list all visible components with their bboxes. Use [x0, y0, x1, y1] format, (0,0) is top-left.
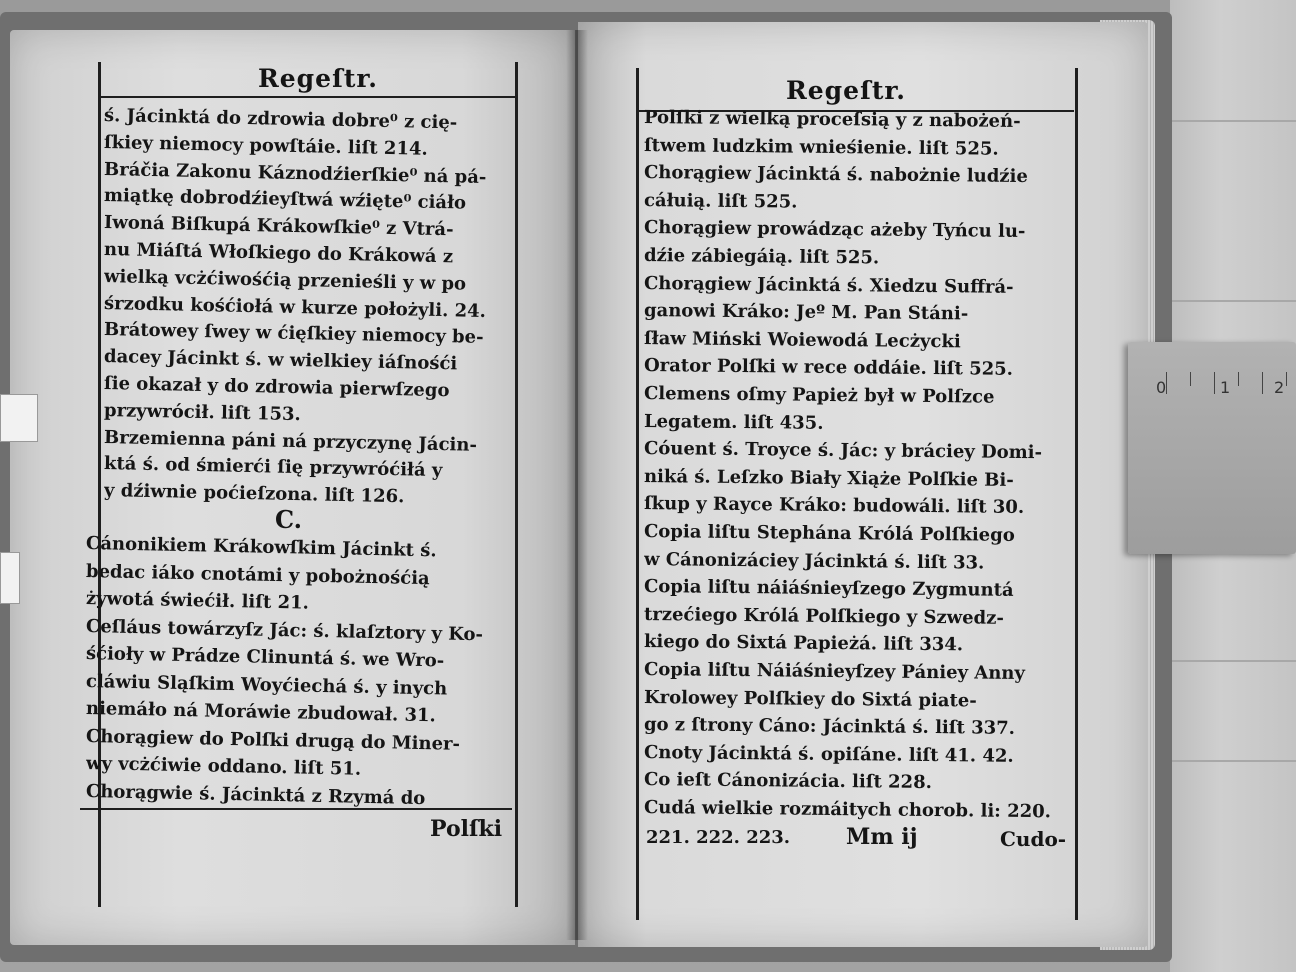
- index-entry-line: trzećiego Królá Polſkiego y Szwedz-: [643, 603, 1005, 629]
- index-entry-line: Chorągiew Jácinktá ś. Xiedzu Suffrá-: [643, 272, 1014, 298]
- section-letter-c: C.: [275, 505, 303, 534]
- index-entry-line: ſtwem ludzkim wnieśienie. liſt 525.: [643, 134, 999, 160]
- index-entry-line: miątkę dobrodźieyſtwá wźięte⁰ ciáło: [103, 185, 467, 214]
- index-entry-line: Brzemienna páni ná przyczynę Jácin-: [103, 426, 478, 456]
- index-entry-line: Copia liſtu Náiáśnieyſzey Pániey Anny: [643, 659, 1026, 684]
- left-running-head: Regeſtr.: [258, 64, 378, 93]
- index-entry-line: Copia liſtu náiáśnieyſzego Zygmuntá: [643, 576, 1014, 602]
- index-entry-line: y dźiwnie poćieſzona. liſt 126.: [103, 480, 405, 508]
- index-entry-line: nu Miáſtá Włoſkiego do Krákowá z: [103, 239, 454, 268]
- left-catchword: Polſki: [430, 816, 503, 842]
- index-entry-line: ſkiey niemocy powſtáie. liſt 214.: [103, 131, 428, 160]
- left-header-rule: [98, 96, 518, 98]
- index-entry-line: ktá ś. od śmierći ſię przywróćiłá y: [103, 453, 443, 482]
- index-entry-line: Krolowey Polſkiey do Sixtá piate-: [643, 686, 977, 712]
- index-entry-line: w Cánonizáciey Jácinktá ś. liſt 33.: [643, 548, 985, 574]
- index-entry-line: ſie okazał y do zdrowia pierwſzego: [103, 373, 450, 402]
- right-running-head: Regeſtr.: [786, 76, 906, 105]
- index-entry-line: Chorągiew do Polſki drugą do Miner-: [85, 725, 461, 755]
- index-entry-line: Bráčia Zakonu Káznodźierſkie⁰ ná pá-: [103, 158, 487, 188]
- index-entry-line: dacey Jácinkt ś. w wielkiey iáſnośći: [103, 346, 458, 375]
- measuring-ruler: [1128, 342, 1296, 554]
- index-entry-line: Brátowey ſwey w ćięſkiey niemocy be-: [103, 319, 484, 349]
- index-entry-line: Cnoty Jácinktá ś. opiſáne. liſt 41. 42.: [643, 741, 1014, 767]
- right-catchword: Cudo-: [1000, 827, 1067, 851]
- index-entry-line: cláwiu Sląſkim Woyćiechá ś. y inych: [85, 670, 448, 700]
- index-entry-line: Cóuent ś. Troyce ś. Jác: y bráciey Domi-: [643, 438, 1043, 464]
- index-entry-line: dźie zábiegáią. liſt 525.: [643, 245, 880, 269]
- index-entry-line: ś. Jácinktá do zdrowia dobre⁰ z cię-: [103, 105, 458, 134]
- index-entry-line: śćioły w Prádze Clinuntá ś. we Wro-: [85, 643, 445, 672]
- index-entry-line: Chorągiew prowádząc ażeby Tyńcu lu-: [643, 217, 1026, 243]
- index-entry-line: żywotá świećił. liſt 21.: [85, 588, 310, 614]
- index-entry-line: Ceſláus towárzyſz Jác: ś. klaſztory y Ko-: [85, 615, 484, 645]
- bookmark-tab: [0, 394, 38, 442]
- index-entry-line: Legatem. liſt 435.: [643, 410, 824, 434]
- index-entry-line: niká ś. Leſzko Biały Xiąże Polſkie Bi-: [643, 465, 1014, 491]
- index-entry-line: Copia liſtu Stephána Królá Polſkiego: [643, 521, 1015, 546]
- index-entry-line: ſław Miński Woiewodá Lecżycki: [643, 327, 961, 353]
- right-last-numbers: 221. 222. 223.: [646, 827, 791, 848]
- index-entry-line: Cudá wielkie rozmáitych chorob. li: 220.: [643, 797, 1052, 823]
- index-entry-line: Polſki z wielką proceſsią y z nabożeń-: [643, 107, 1021, 132]
- index-entry-line: Cánonikiem Krákowſkim Jácinkt ś.: [85, 533, 437, 562]
- index-entry-line: bedac iáko cnotámi y pobożnośćią: [85, 560, 430, 589]
- index-entry-line: ganowi Kráko: Jeº M. Pan Stáni-: [643, 300, 969, 325]
- ruler-number-0: 0: [1156, 378, 1167, 397]
- index-entry-line: Co ieſt Cánonizácia. liſt 228.: [643, 769, 933, 794]
- index-entry-line: przywrócił. liſt 153.: [103, 399, 302, 425]
- index-entry-line: Chorągwie ś. Jácinktá z Rzymá do: [85, 780, 426, 809]
- book-gutter: [566, 30, 588, 940]
- index-entry-line: Clemens oſmy Papież był w Polſzce: [643, 383, 995, 408]
- index-entry-line: kiego do Sixtá Papieżá. liſt 334.: [643, 631, 964, 656]
- index-entry-line: Orator Polſki w rece oddáie. liſt 525.: [643, 355, 1014, 381]
- index-entry-line: go z ſtrony Cáno: Jácinktá ś. liſt 337.: [643, 714, 1016, 740]
- ruler-number-1: 1: [1220, 378, 1231, 397]
- index-entry-line: Iwoná Biſkupá Krákowſkie⁰ z Vtrá-: [103, 212, 454, 241]
- index-entry-line: niemáło ná Moráwie zbudował. 31.: [85, 698, 437, 727]
- index-entry-line: Chorągiew Jácinktá ś. nabożnie ludźie: [643, 162, 1028, 188]
- index-entry-line: ſkup y Rayce Kráko: budowáli. liſt 30.: [643, 493, 1025, 519]
- index-entry-line: śrzodku kośćiołá w kurze położyli. 24.: [103, 292, 487, 322]
- index-entry-line: wy vcżćiwie oddano. liſt 51.: [85, 753, 362, 780]
- index-entry-line: cáłuią. liſt 525.: [643, 189, 798, 213]
- index-entry-line: wielką vcżćiwośćią przenieśli y w po: [103, 265, 467, 295]
- signature-mark: Mm ij: [846, 824, 918, 850]
- ruler-number-2: 2: [1274, 378, 1285, 397]
- bookmark-tab: [0, 552, 20, 604]
